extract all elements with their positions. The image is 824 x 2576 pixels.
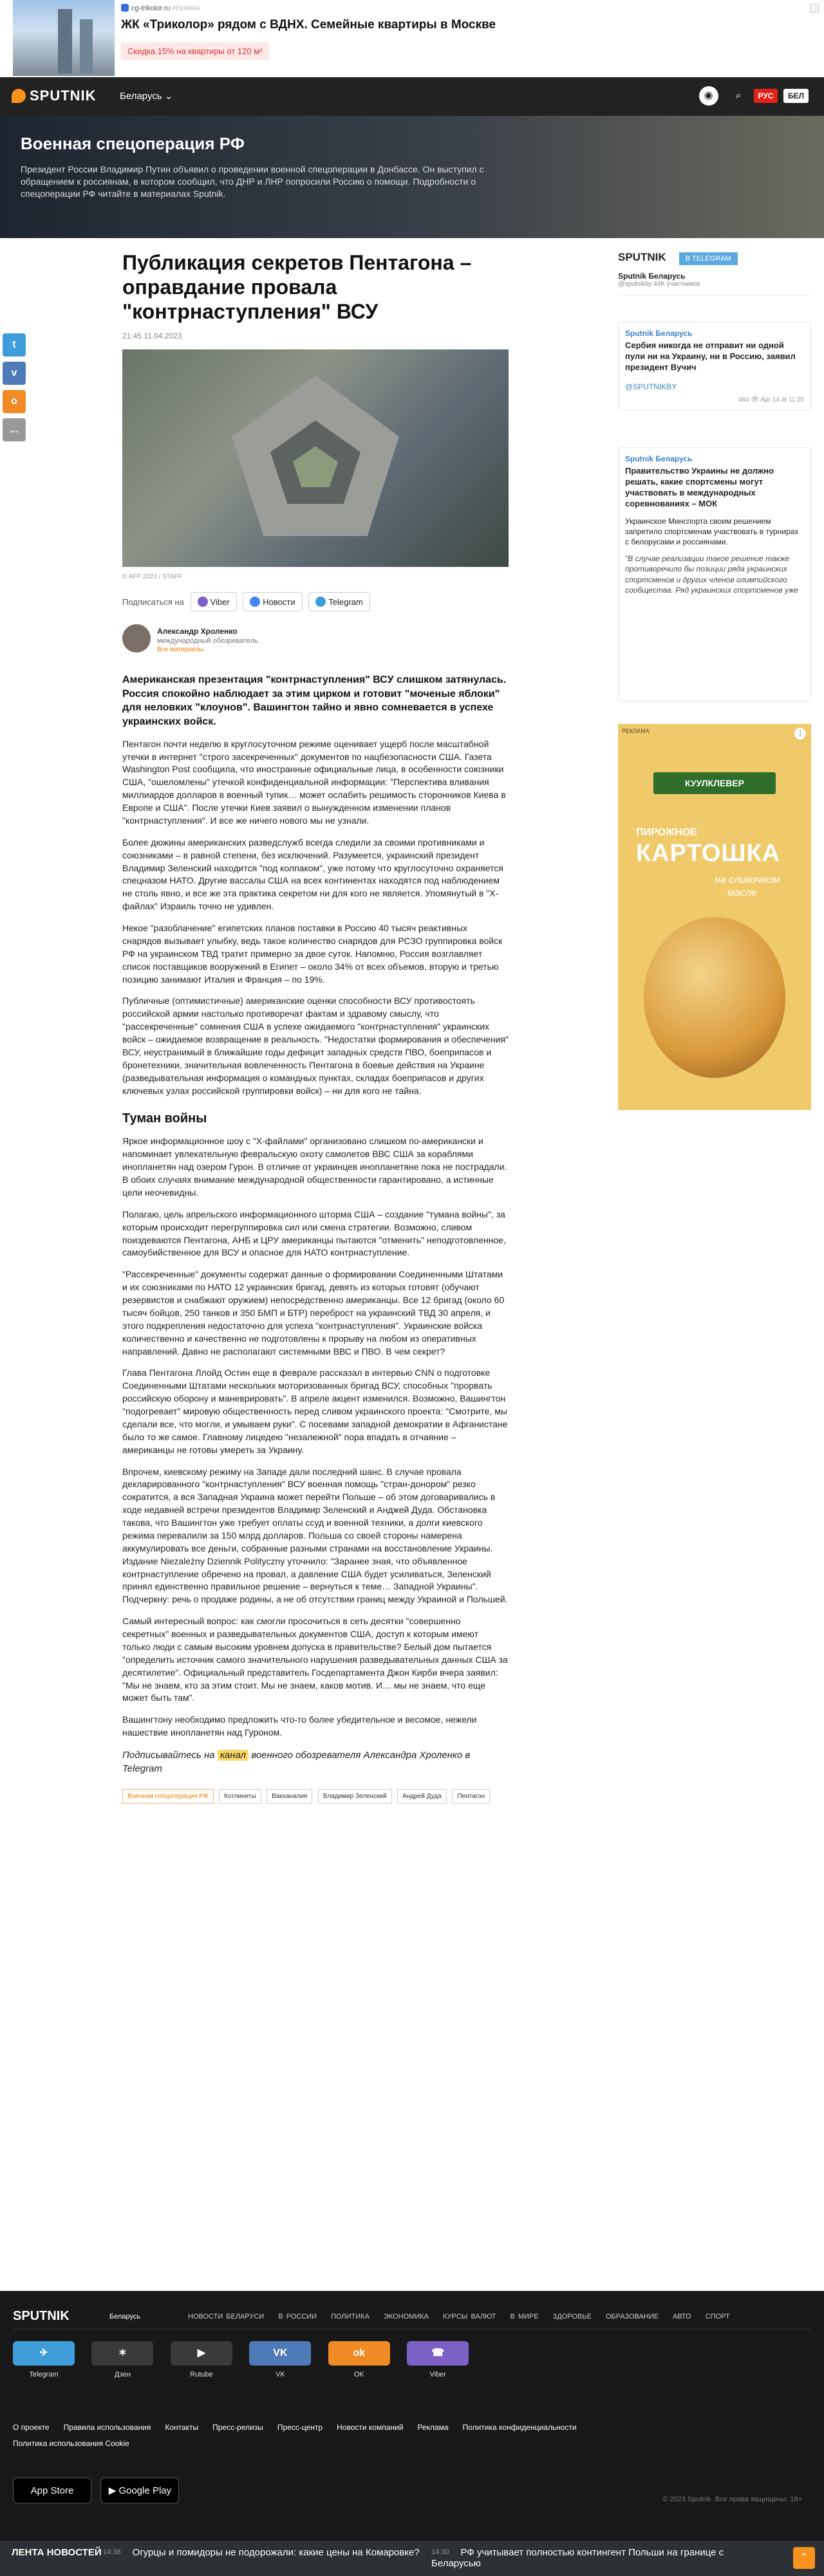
post-text: Украинское Минспорта своим решением запретило спортсменам участвовать в турнирах с белорусами и россиянами.	[625, 516, 799, 546]
site-footer	[0, 2291, 824, 2576]
paragraph: Более дюжины американских разведслужб всегда следили за своими противниками и союзниками – в равной степени, без исключений. Разумеется, украинский президент Владимир Зеленский находится "под колпаком", уже потому что круглосуточно охраняется спецназом НАТО. Другие вассалы США на всех континентах находятся под наблюдением не столь явно, и все же эта практика секретом ни для кого не является. Упомянутый в "Х-файлах" Израиль точно не удивлен.	[122, 837, 503, 912]
footer-nav-item[interactable]: АВТО	[672, 2313, 691, 2321]
subscribe-news-button[interactable]: Новости	[243, 592, 302, 611]
sputnik-logo[interactable]: SPUTNIK	[12, 88, 97, 104]
ad-thumbnail	[13, 0, 115, 76]
post-quote: "В случае реализации такое решение также противоречило бы позиции ряда украинских спортсменов и других членов олимпийского сообщества. Ряд украинских спортсменов уже	[625, 554, 799, 595]
footer-link[interactable]: Реклама	[417, 2423, 449, 2432]
share-more-icon[interactable]: ...	[3, 418, 26, 441]
rutube-icon: ▶	[171, 2341, 232, 2366]
footer-link[interactable]: Контакты	[165, 2423, 199, 2432]
paragraph: Впрочем, киевскому режиму на Западе дали последний шанс. В случае провала декларированного "контрнаступления" ВСУ военная помощь "стран-донором" резко сократится, а вся Западная Украина может перейти Польше – об этом договаривались в ходе недавней встречи президентов Владимир Зеленский и Анджей Дуда. Обстановка такова, что Вашингтон уже требует оплаты ссуд и военной техники, а долги киевского режима перевалили за 150 млрд долларов. Польша со своей стороны намерена аккумулировать все деньги, собранные разными странами на восстановление Украины. Издание Niezależny Dziennik Polityczny уточнило: "Заранее зная, что объявленное контрнаступление обречено на провал, а давление США будет усиливаться, Зеленский принял единственно правильное решение – вернуться к теме… Западной Украины". Подчеркну: речь о продаже родины, а не об отсутствии границ между Украиной и Польшей.	[122, 1466, 508, 1605]
paragraph: "Рассекреченные" документы содержат данные о формировании Соединенными Штатами и их союзниками по НАТО 12 украинских бригад, девять из которых готовят (обучают резервистов и снабжают оружием) непосредственно американцы. Все 12 бригад (около 60 тысяч бойцов, 250 танков и 350 БМП и БТР) переброст на украинский ТВД 30 апреля, и этого подкрепления недостаточно для успеха "контрнаступления". Украинские войска количественно и качественно не подготовлены к прорыву на любом из оперативных направлений. Давно не располагают системными ВВС и ПВО. В чем секрет?	[122, 1269, 505, 1357]
article-date: 21:45 11.04.2023	[122, 331, 182, 341]
sputnik-logo: SPUTNIK	[618, 251, 666, 263]
tag-list	[122, 1789, 509, 1808]
footer-link[interactable]: Пресс-релизы	[212, 2423, 263, 2432]
paragraph: Полагаю, цель апрельского информационного шторма США – создание "тумана войны", за которым происходит перегруппировка сил или смена стратегии. Возможно, сливом поиздеваются Пентагона, АНБ и ЦРУ американцы пытаются "отменить" неподготовленное, самоубийственное для ВСУ и опасное для НАТО контрнаступление.	[122, 1209, 506, 1258]
subscribe-telegram-button[interactable]: Telegram	[308, 592, 370, 611]
ad-product-image	[644, 917, 785, 1078]
section-heading: Туман войны	[122, 1111, 207, 1126]
hero-title[interactable]: Военная спецоперация РФ	[21, 134, 245, 153]
footer-nav-item[interactable]: КУРСЫ ВАЛЮТ	[443, 2313, 496, 2321]
author-all-link[interactable]: Все материалы	[157, 646, 203, 654]
channel-subscribers: @sputnikby 44K участников	[618, 281, 700, 288]
article-image	[122, 349, 509, 567]
vk-icon: VK	[249, 2341, 311, 2366]
footer-links	[13, 2420, 811, 2452]
footer-nav-item[interactable]: ОБРАЗОВАНИЕ	[605, 2313, 659, 2321]
social-telegram[interactable]: ✈ Telegram	[13, 2341, 75, 2378]
app-store-button[interactable]: App Store	[13, 2478, 91, 2503]
footer-link[interactable]: Политика использования Cookie	[13, 2439, 129, 2449]
ad-text: на сливочном	[715, 875, 780, 885]
site-header	[0, 77, 824, 116]
ad-text: масле	[727, 887, 757, 898]
telegram-icon	[315, 597, 326, 607]
ad-label: РЕКЛАМА	[622, 728, 650, 734]
social-viber[interactable]: ☎ Viber	[407, 2341, 469, 2378]
region-selector[interactable]: Беларусь ⌄	[120, 91, 173, 102]
author-name[interactable]: Александр Хроленко	[157, 627, 238, 636]
paragraph: Самый интересный вопрос: как смогли просочиться в сеть десятки "совершенно секретных" военных и разведывательных документов США, доступ к которым имеют только люди с самым высоким уровнем допуска в правительстве? Белый дом пытается "определить источник самого значительного нарушения разведывательных данных США за десятилетие". Официальный представитель Госдепартамента Джон Кирби вчера заявил: "Мы не знаем, кто за этим стоит. Мы не знаем, каков мотив. И… мы не знаем, что еще может быть там".	[122, 1616, 508, 1703]
tag[interactable]: Вакханалия	[267, 1789, 312, 1804]
telegram-icon: ✈	[13, 2341, 75, 2366]
post-meta: 484 👁 Apr 14 at 11:25	[738, 396, 804, 403]
footer-nav	[13, 2304, 811, 2330]
telegram-post[interactable]	[618, 322, 811, 411]
app-store-links	[13, 2478, 185, 2503]
article-title: Публикация секретов Пентагона – оправдание провала "контрнаступления" ВСУ	[122, 251, 472, 323]
article	[122, 251, 509, 1808]
ticker-item[interactable]: 14:30 РФ учитывает полностью контингент Польши на границе с Беларусью	[431, 2547, 724, 2569]
ad-text: КАРТОШКА	[636, 840, 781, 867]
hero-banner[interactable]	[0, 116, 824, 238]
paragraph: Глава Пентагона Ллойд Остин еще в феврале рассказал в интервью CNN о подготовке Соединенными Штатами нескольких моторизованных бригад ВСУ, способных "прорвать российскую оборону и маневрировать". В апреле акцент изменился. Возможно, Вашингтон "подогревает" мировую общественность перед сливом украинского проекта: "Смотрите, мы сделали все, что могли, и умываем руки". С посевами западной демократии в Афганистане было то же самое. Главному лицедею "незалежной" пора впадать в отчаяние – американцы не готовы умереть за Украину.	[122, 1367, 508, 1455]
article-body	[122, 738, 509, 1776]
ticker-heading[interactable]: ЛЕНТА НОВОСТЕЙ	[12, 2547, 102, 2558]
social-links	[13, 2341, 483, 2378]
news-icon	[250, 597, 260, 607]
social-vk[interactable]: VK VK	[249, 2341, 311, 2378]
news-ticker	[0, 2541, 824, 2576]
subscribe-viber-button[interactable]: Viber	[191, 592, 237, 611]
viber-icon: ☎	[407, 2341, 469, 2366]
sidebar-ad[interactable]	[618, 724, 811, 1110]
dzen-icon: ✶	[91, 2341, 153, 2366]
share-twitter-icon[interactable]: t	[3, 333, 26, 357]
image-caption: © AFP 2023 / STAFF	[122, 573, 183, 581]
telegram-cta: Подписывайтесь на канал военного обозревателя Александра Хроленко в Telegram	[122, 1750, 471, 1775]
tag[interactable]: Котлиниты	[219, 1789, 261, 1804]
google-play-button[interactable]: ▶ Google Play	[100, 2478, 179, 2503]
footer-nav-item[interactable]: ЗДОРОВЬЕ	[552, 2313, 592, 2321]
tag[interactable]: Пентагон	[452, 1789, 490, 1804]
footer-region[interactable]: Беларусь	[109, 2313, 141, 2321]
ad-info-icon[interactable]	[810, 4, 819, 13]
ad-menu-icon[interactable]: ⋮	[794, 728, 806, 739]
sputnik-logo-icon	[12, 89, 26, 103]
social-dzen[interactable]: ✶ Дзен	[91, 2341, 153, 2378]
footer-nav-item[interactable]: СПОРТ	[705, 2313, 730, 2321]
paragraph: Яркое информационное шоу с "Х-файлами" организовано слишком по-американски и напоминает увлекательную февральскую охоту самолетов ВВС США за кораблями инопланетян над озером Гурон. В отличие от украинцев инопланетяне пока не пострадали. В обоих случаях внимание международной общественности гарантировано, а истинные цели неочевидны.	[122, 1136, 507, 1198]
channel-name[interactable]: Sputnik Беларусь	[618, 272, 686, 281]
ad-promo[interactable]: Скидка 15% на квартиры от 120 м²	[121, 42, 269, 60]
footer-link[interactable]: Пресс-центр	[277, 2423, 323, 2432]
telegram-channel-link[interactable]: канал	[218, 1750, 248, 1761]
article-lead: Американская презентация "контрнаступления" ВСУ слишком затянулась. Россия спокойно наблюдает за этим цирком и готовит "моченые яблоки" для неловких "клоунов". Вашингтон тайно и явно сомневается в успехе украинских войск.	[122, 674, 507, 728]
footer-link[interactable]: Новости компаний	[337, 2423, 404, 2432]
post-author: Sputnik Беларусь	[625, 329, 693, 338]
telegram-post[interactable]	[618, 447, 811, 701]
ad-source: cg-trikolor.ru РЕКЛАМА	[121, 4, 200, 12]
tag[interactable]: Военная спецоперация РФ	[122, 1789, 214, 1804]
social-rutube[interactable]: ▶ Rutube	[171, 2341, 232, 2378]
subscribe-bar	[122, 592, 509, 611]
ad-text: ПИРОЖНОЕ	[636, 827, 697, 838]
hero-text: Президент России Владимир Путин объявил о проведении военной спецоперации в Донбассе. Он выступил с обращением к россиянам, в котором сообщил, что ДНР и ЛНР попросили Россию о помощи. Подробности о спецоперации РФ читайте в материалах Sputnik.	[21, 164, 484, 199]
footer-link[interactable]: Правила использования	[63, 2423, 151, 2432]
copyright: © 2023 Sputnik. Все права защищены. 18+	[662, 2496, 802, 2503]
tag[interactable]: Владимир Зеленский	[318, 1789, 392, 1804]
telegram-badge[interactable]: В TELEGRAM	[679, 252, 738, 265]
footer-nav-item[interactable]: НОВОСТИ БЕЛАРУСИ	[188, 2313, 265, 2321]
scroll-up-icon[interactable]: ⌃	[793, 2547, 815, 2569]
viber-icon	[198, 597, 208, 607]
search-icon[interactable]: ⌕	[735, 90, 742, 101]
post-title: Сербия никогда не отправит ни одной пули ни на Украину, ни в Россию, заявил президент Вучич	[625, 340, 796, 372]
avatar[interactable]	[122, 624, 151, 653]
author-role: международный обозреватель	[157, 637, 258, 645]
author-block[interactable]	[122, 624, 509, 654]
ticker-item[interactable]: 14:38 Огурцы и помидоры не подорожали: какие цены на Комаровке?	[103, 2547, 420, 2558]
paragraph: Пентагон почти неделю в круглосуточном режиме оценивает ущерб после масштабной утечки в интернет "строго засекреченных" документов по нацбезопасности США. Газета Washington Post сообщила, что иностранные официальные лица, в особенности союзники США, "ошеломлены" утечкой конфиденциальной информации: "Перспектива вливания миллиардов долларов в военный тупик… может ослабить решимость сторонников Киева в Европе и США". После утечки Киев заявил о вынужденном изменении планов "контрнаступления". И все же ничего нового мы не узнали.	[122, 738, 506, 826]
footer-nav-item[interactable]: ПОЛИТИКА	[331, 2313, 370, 2321]
share-ok-icon[interactable]: o	[3, 390, 26, 413]
post-title: Правительство Украины не должно решать, какие спортсмены могут участвовать в международных соревнованиях – МОК	[625, 466, 774, 508]
sputnik-logo[interactable]: SPUTNIK	[13, 2309, 70, 2323]
footer-link[interactable]: О проекте	[13, 2423, 50, 2432]
paragraph: Публичные (оптимистичные) американские оценки способности ВСУ противостоять российской армии настолько противоречат фактам и здравому смыслу, что "рассекреченные" сомнения США в успехе ожидаемого "контрнаступления" украинских войск – ожидаемое возвращение в реальность. "Недостатки формирования и обеспечения" ВСУ, неустранимый в ближайшие годы дефицит западных средств ПВО, боеприпасов и бронетехники, значительная вовлеченность Пентагона в боевые действия на Украине (разведывательная информация о командных пунктах, складах боеприпасов и других ключевых узлах российской группировки войск) – ни для кого не тайна.	[122, 996, 509, 1096]
subscribe-label: Подписаться на	[122, 597, 184, 607]
footer-nav-item[interactable]: В МИРЕ	[510, 2313, 539, 2321]
radio-icon[interactable]: ◉	[699, 86, 718, 106]
social-ok[interactable]: ok OK	[328, 2341, 390, 2378]
ad-brand: КУУЛКЛЕВЕР	[653, 772, 776, 794]
share-vk-icon[interactable]: v	[3, 362, 26, 385]
lang-rus[interactable]: РУС	[754, 89, 778, 103]
footer-nav-item[interactable]: В РОССИИ	[278, 2313, 317, 2321]
top-ad-banner[interactable]	[0, 0, 824, 77]
ad-title[interactable]: ЖК «Триколор» рядом с ВДНХ. Семейные квартиры в Москве	[121, 18, 496, 32]
post-author: Sputnik Беларусь	[625, 454, 693, 463]
footer-link[interactable]: Политика конфиденциальности	[462, 2423, 577, 2432]
telegram-widget-header[interactable]	[618, 251, 811, 296]
ok-icon: ok	[328, 2341, 390, 2366]
lang-bel[interactable]: БЕЛ	[783, 89, 809, 103]
paragraph: Некое "разоблачение" египетских планов поставки в Россию 40 тысяч реактивных снарядов вызывает улыбку, ведь такое количество снарядов для РСЗО группировка войск РФ на украинском ТВД тратит примерно за двое суток. Напомню, Россия возглавляет список поставщиков вооружений в Египет – около 34% от всех объемов, вторую и третью позицию занимают Италия и Франция – по 19%.	[122, 923, 503, 985]
share-bar	[3, 333, 26, 447]
paragraph: Вашингтону необходимо предложить что-то более убедительное и весомое, нежели нашествие инопланетян над Гуроном.	[122, 1714, 477, 1738]
post-link[interactable]: @SPUTNIKBY	[625, 382, 677, 391]
footer-nav-item[interactable]: ЭКОНОМИКА	[383, 2313, 429, 2321]
tag[interactable]: Андрей Дуда	[397, 1789, 447, 1804]
